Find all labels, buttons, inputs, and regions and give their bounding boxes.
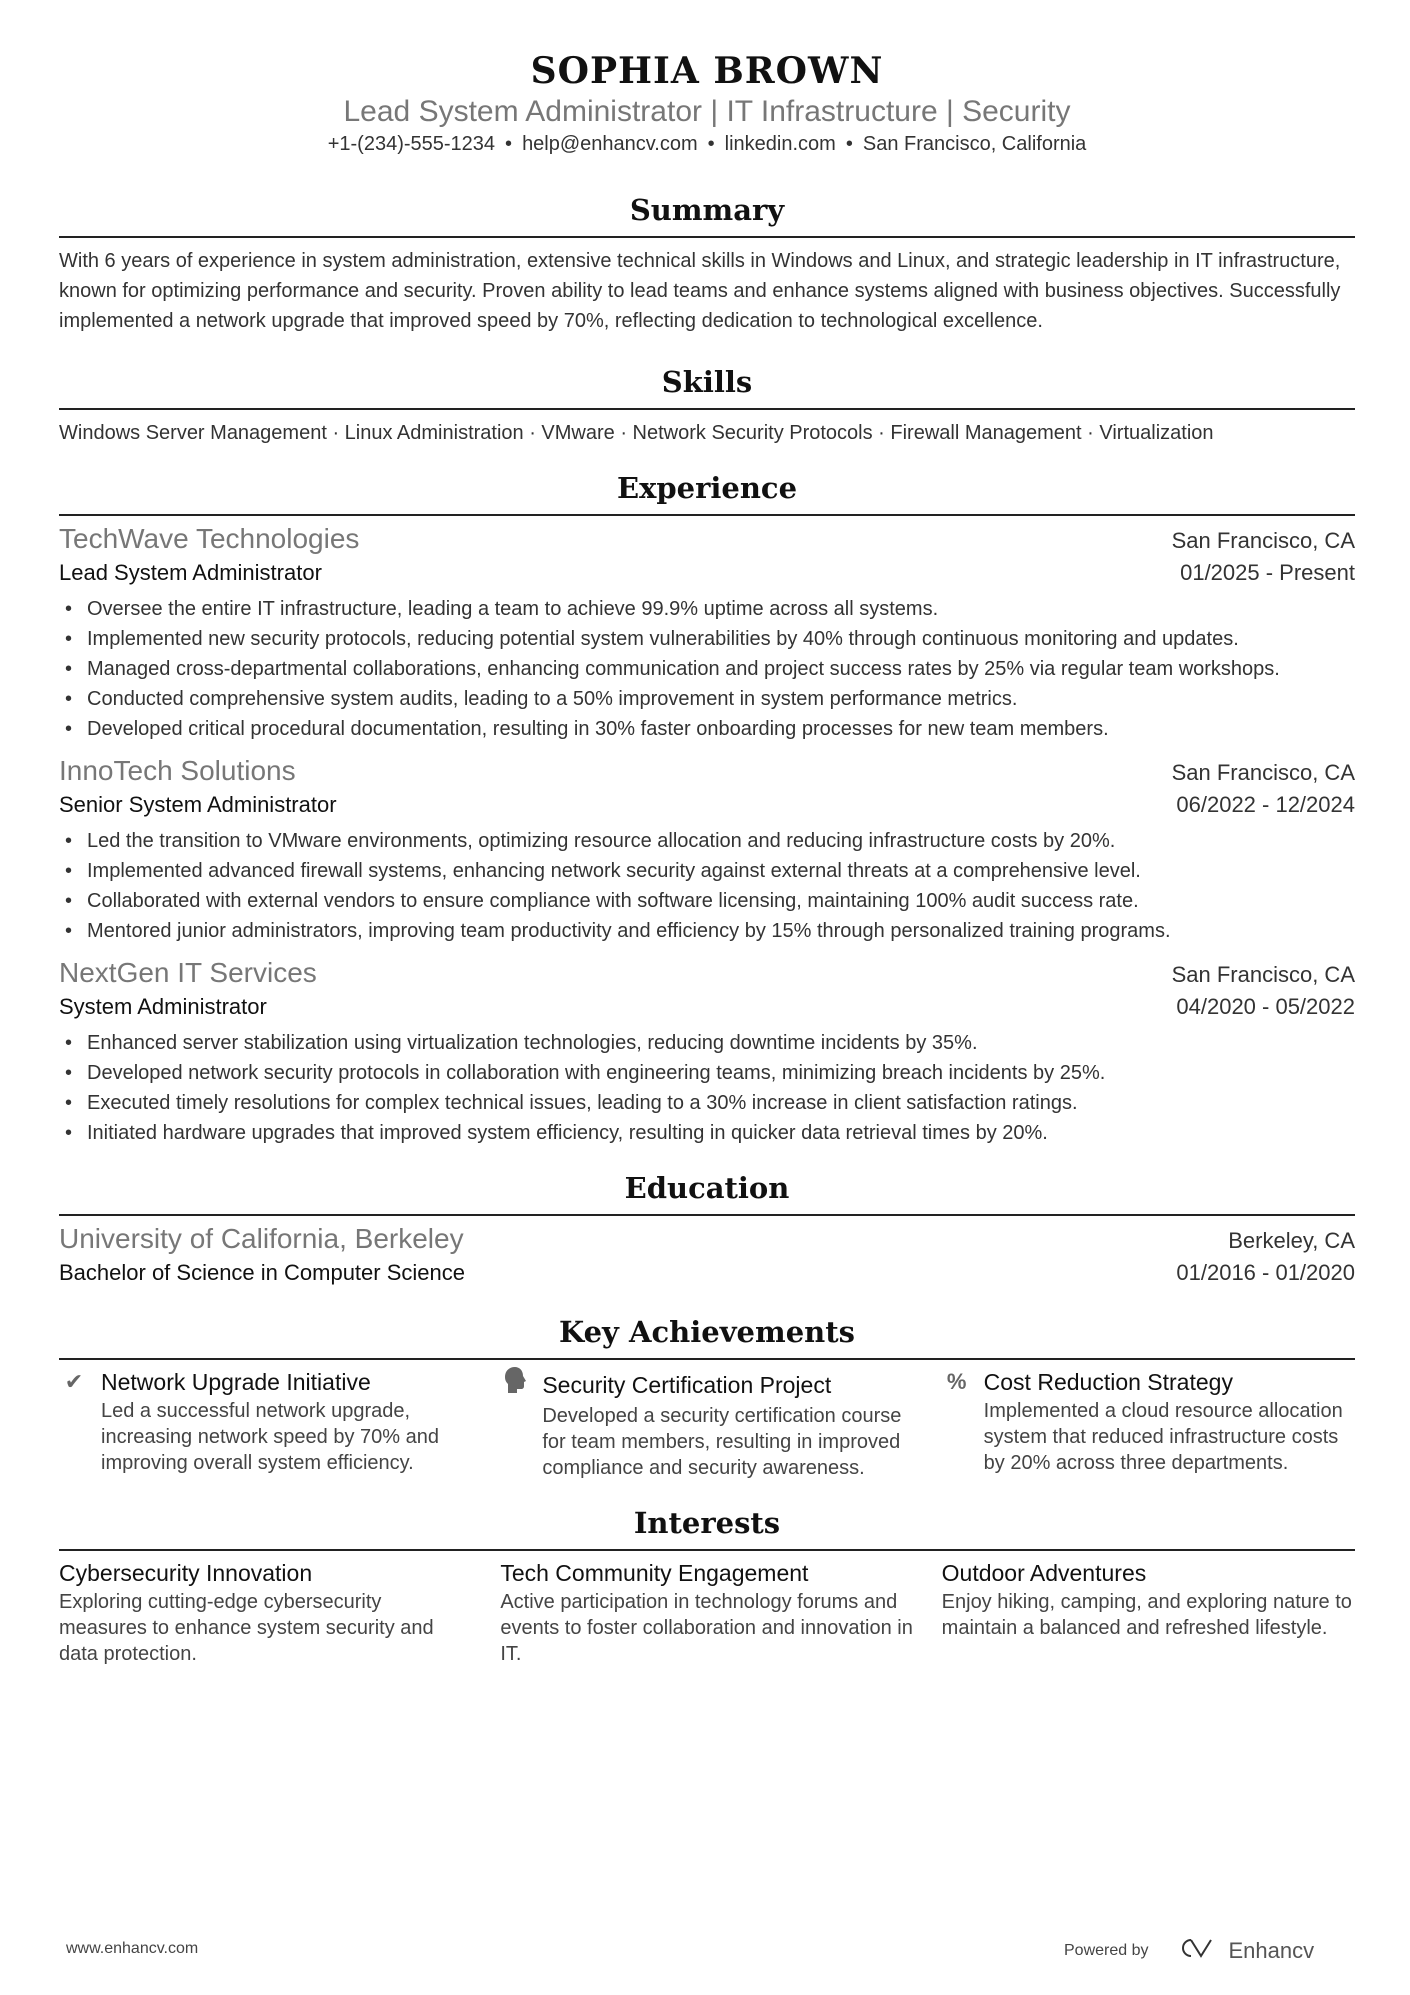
contact-info	[59, 130, 1355, 158]
interest-title: Cybersecurity Innovation	[59, 1560, 313, 1586]
job-dates: 06/2022 - 12/2024	[1176, 792, 1355, 817]
achievement-desc: Implemented a cloud resource allocation system that reduced infrastructure costs by 20% across three departments.	[983, 1400, 1343, 1474]
achievement-title: Security Certification Project	[542, 1371, 832, 1398]
interests-list	[59, 1557, 1355, 1667]
powered-by-label: Powered by	[1064, 1941, 1149, 1959]
job-entry	[59, 754, 1355, 946]
achievement-title: Network Upgrade Initiative	[101, 1369, 371, 1395]
skills-heading: Skills	[59, 362, 1355, 410]
experience-heading: Experience	[59, 468, 1355, 516]
job-bullet: • Conducted comprehensive system audits, leading to a 50% improvement in system performance metrics.	[59, 684, 1355, 714]
job-bullets	[59, 826, 1355, 946]
job-entry	[59, 522, 1355, 744]
percent-icon: %	[946, 1369, 967, 1394]
interest-item	[942, 1557, 1355, 1667]
experience-list	[59, 522, 1355, 1148]
skills-list: Windows Server Management · Linux Administration · VMware · Network Security Protocols · Firewall Management · Virtualization	[59, 422, 1214, 444]
job-dates: 01/2025 - Present	[1180, 560, 1355, 585]
degree: Bachelor of Science in Computer Science	[59, 1260, 465, 1285]
job-bullet: • Led the transition to VMware environments, optimizing resource allocation and reducing infrastructure costs by 20%.	[59, 826, 1355, 856]
enhancv-logo-icon	[1175, 1936, 1221, 1965]
interest-desc: Exploring cutting-edge cybersecurity measures to enhance system security and data protection.	[59, 1591, 434, 1665]
company-name: NextGen IT Services	[59, 957, 317, 988]
job-title: System Administrator	[59, 994, 267, 1019]
interest-title: Tech Community Engagement	[500, 1560, 809, 1586]
education-heading: Education	[59, 1168, 1355, 1216]
company-name: InnoTech Solutions	[59, 755, 296, 786]
resume	[59, 0, 1355, 1667]
interest-title: Outdoor Adventures	[941, 1560, 1147, 1586]
phone: +1-(234)-555-1234	[327, 133, 496, 155]
job-bullet: • Implemented new security protocols, reducing potential system vulnerabilities by 40% through continuous monitoring and updates.	[59, 624, 1355, 654]
job-bullet: • Developed network security protocols in collaboration with engineering teams, minimizing breach incidents by 25%.	[59, 1058, 1355, 1088]
check-icon: ✔	[64, 1369, 84, 1394]
summary-text: With 6 years of experience in system administration, extensive technical skills in Windows and Linux, and strategic leadership in IT infrastructure, known for optimizing performance and security. Proven ability to lead teams and enhance systems aligned with business objectives. Successfully implemented a network upgrade that improved speed by 70%, reflecting dedication to technological excellence.	[59, 250, 1341, 332]
job-entry	[59, 956, 1355, 1148]
linkedin-link[interactable]: linkedin.com	[724, 133, 836, 155]
separator: •	[845, 133, 853, 155]
separator: •	[707, 133, 715, 155]
email-link[interactable]: help@enhancv.com	[522, 133, 698, 155]
achievements-list	[59, 1366, 1355, 1481]
job-dates: 04/2020 - 05/2022	[1176, 994, 1355, 1019]
school-location: Berkeley, CA	[1228, 1228, 1355, 1253]
job-bullet: • Mentored junior administrators, improving team productivity and efficiency by 15% through personalized training programs.	[59, 916, 1355, 946]
job-bullet: • Managed cross-departmental collaborations, enhancing communication and project success rates by 25% via regular team workshops.	[59, 654, 1355, 684]
achievement-item	[59, 1366, 472, 1481]
achievement-desc: Led a successful network upgrade, increasing network speed by 70% and improving overall system efficiency.	[101, 1400, 439, 1474]
achievement-title: Cost Reduction Strategy	[983, 1369, 1233, 1395]
achievement-desc: Developed a security certification course for team members, resulting in improved compliance and security awareness.	[542, 1405, 902, 1479]
job-bullet: • Enhanced server stabilization using virtualization technologies, reducing downtime incidents by 35%.	[59, 1028, 1355, 1058]
job-title: Senior System Administrator	[59, 792, 337, 817]
footer-branding	[1064, 1936, 1314, 1965]
job-bullets	[59, 594, 1355, 744]
head-icon	[500, 1366, 530, 1403]
footer-website[interactable]: www.enhancv.com	[66, 1940, 199, 1957]
brand-name: Enhancv	[1228, 1937, 1315, 1963]
location: San Francisco, California	[862, 133, 1087, 155]
education-entry	[59, 1222, 1355, 1290]
job-bullet: • Executed timely resolutions for complex technical issues, leading to a 30% increase in client satisfaction ratings.	[59, 1088, 1355, 1118]
company-name: TechWave Technologies	[59, 523, 360, 554]
interest-item	[500, 1557, 913, 1667]
school-name: University of California, Berkeley	[59, 1223, 464, 1254]
interest-item	[59, 1557, 472, 1667]
job-location: San Francisco, CA	[1171, 760, 1355, 785]
education-dates: 01/2016 - 01/2020	[1176, 1260, 1355, 1285]
headline: Lead System Administrator | IT Infrastructure | Security	[343, 95, 1071, 128]
job-bullets	[59, 1028, 1355, 1148]
job-bullet: • Implemented advanced firewall systems, enhancing network security against external threats at a comprehensive level.	[59, 856, 1355, 886]
job-bullet: • Oversee the entire IT infrastructure, leading a team to achieve 99.9% uptime across all systems.	[59, 594, 1355, 624]
candidate-name: SOPHIA BROWN	[530, 50, 884, 92]
achievement-item	[500, 1366, 913, 1481]
separator: •	[505, 133, 513, 155]
job-bullet: • Developed critical procedural documentation, resulting in 30% faster onboarding processes for new team members.	[59, 714, 1355, 744]
interests-heading: Interests	[59, 1503, 1355, 1551]
job-title: Lead System Administrator	[59, 560, 322, 585]
achievement-item	[942, 1366, 1355, 1481]
job-bullet: • Initiated hardware upgrades that improved system efficiency, resulting in quicker data retrieval times by 20%.	[59, 1118, 1355, 1148]
job-bullet: • Collaborated with external vendors to ensure compliance with software licensing, maintaining 100% audit success rate.	[59, 886, 1355, 916]
job-location: San Francisco, CA	[1171, 528, 1355, 553]
interest-desc: Enjoy hiking, camping, and exploring nature to maintain a balanced and refreshed lifestyle.	[941, 1591, 1352, 1639]
interest-desc: Active participation in technology forums and events to foster collaboration and innovation in IT.	[500, 1591, 913, 1665]
summary-heading: Summary	[59, 190, 1355, 238]
job-location: San Francisco, CA	[1171, 962, 1355, 987]
achievements-heading: Key Achievements	[59, 1312, 1355, 1360]
